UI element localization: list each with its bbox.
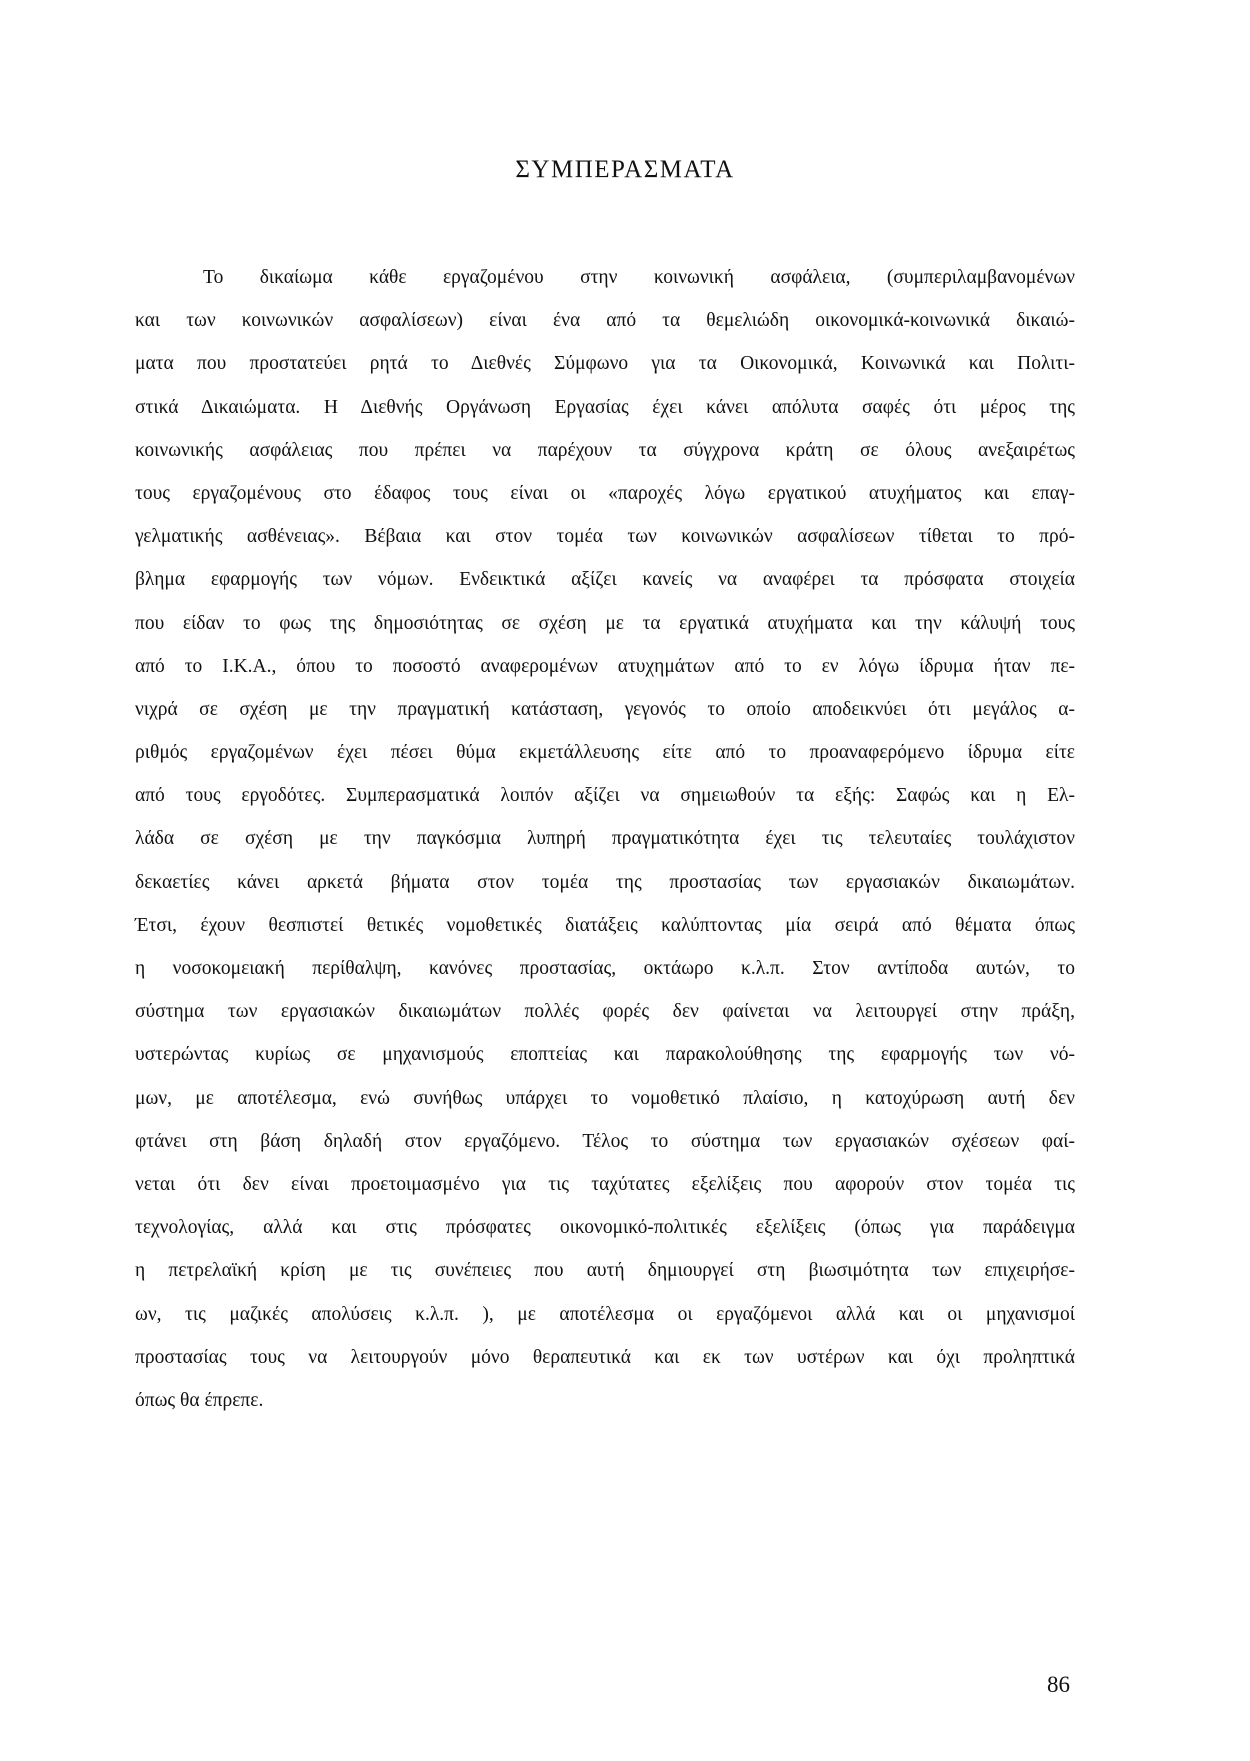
text-line: όπως θα έπρεπε. <box>135 1389 264 1411</box>
text-line: γελματικής ασθένειας». Βέβαια και στον τομέα των κοινωνικών ασφαλίσεων τίθεται το πρό- <box>135 526 1075 548</box>
text-line: και των κοινωνικών ασφαλίσεων) είναι ένα από τα θεμελιώδη οικονομικά-κοινωνικά δικαιώ- <box>135 310 1075 332</box>
page-title: ΣΥΜΠΕΡΑΣΜΑΤΑ <box>515 156 735 183</box>
text-line: η πετρελαϊκή κρίση με τις συνέπειες που αυτή δημιουργεί στη βιωσιμότητα των επιχειρήσε- <box>135 1260 1075 1282</box>
text-line: ματα που προστατεύει ρητά το Διεθνές Σύμφωνο για τα Οικονομικά, Κοινωνικά και Πολιτι- <box>135 353 1075 375</box>
text-line: Έτσι, έχουν θεσπιστεί θετικές νομοθετικές διατάξεις καλύπτοντας μία σειρά από θέματα όπως <box>135 914 1075 936</box>
text-line: τεχνολογίας, αλλά και στις πρόσφατες οικονομικό-πολιτικές εξελίξεις (όπως για παράδειγμα <box>135 1217 1075 1239</box>
text-line: προστασίας τους να λειτουργούν μόνο θεραπευτικά και εκ των υστέρων και όχι προληπτικά <box>135 1346 1075 1368</box>
text-line: νιχρά σε σχέση με την πραγματική κατάσταση, γεγονός το οποίο αποδεικνύει ότι μεγάλος α- <box>135 698 1075 720</box>
text-line: τους εργαζομένους στο έδαφος τους είναι οι «παροχές λόγω εργατικού ατυχήματος και επαγ- <box>135 482 1075 504</box>
text-line: από τους εργοδότες. Συμπερασματικά λοιπόν αξίζει να σημειωθούν τα εξής: Σαφώς και η Ελ- <box>135 785 1075 807</box>
text-line: βλημα εφαρμογής των νόμων. Ενδεικτικά αξίζει κανείς να αναφέρει τα πρόσφατα στοιχεία <box>135 569 1075 591</box>
text-line: φτάνει στη βάση δηλαδή στον εργαζόμενο. Τέλος το σύστημα των εργασιακών σχέσεων φαί- <box>135 1130 1075 1152</box>
text-line: κοινωνικής ασφάλειας που πρέπει να παρέχουν τα σύγχρονα κράτη σε όλους ανεξαιρέτως <box>135 439 1075 461</box>
text-line: λάδα σε σχέση με την παγκόσμια λυπηρή πραγματικότητα έχει τις τελευταίες τουλάχιστον <box>135 828 1075 850</box>
text-line: υστερώντας κυρίως σε μηχανισμούς εποπτείας και παρακολούθησης της εφαρμογής των νό- <box>135 1044 1075 1066</box>
text-line: ων, τις μαζικές απολύσεις κ.λ.π. ), με αποτέλεσμα οι εργαζόμενοι αλλά και οι μηχανισμοί <box>135 1303 1075 1325</box>
text-line: από το Ι.Κ.Α., όπου το ποσοστό αναφερομένων ατυχημάτων από το εν λόγω ίδρυμα ήταν πε- <box>135 655 1075 677</box>
text-line: που είδαν το φως της δημοσιότητας σε σχέση με τα εργατικά ατυχήματα και την κάλυψή τους <box>135 612 1075 634</box>
text-line: ριθμός εργαζομένων έχει πέσει θύμα εκμετάλλευσης είτε από το προαναφερόμενο ίδρυμα είτε <box>135 742 1075 764</box>
text-line: μων, με αποτέλεσμα, ενώ συνήθως υπάρχει το νομοθετικό πλαίσιο, η κατοχύρωση αυτή δεν <box>135 1087 1075 1109</box>
page-number: 86 <box>1047 1672 1070 1697</box>
text-line: στικά Δικαιώματα. Η Διεθνής Οργάνωση Εργασίας έχει κάνει απόλυτα σαφές ότι μέρος της <box>135 396 1075 418</box>
text-line: Το δικαίωμα κάθε εργαζομένου στην κοινωνική ασφάλεια, (συμπεριλαμβανομένων <box>203 267 1075 288</box>
body-paragraph <box>135 256 1075 1422</box>
text-line: η νοσοκομειακή περίθαλψη, κανόνες προστασίας, οκτάωρο κ.λ.π. Στον αντίποδα αυτών, το <box>135 958 1075 979</box>
text-line: δεκαετίες κάνει αρκετά βήματα στον τομέα της προστασίας των εργασιακών δικαιωμάτων. <box>135 871 1075 893</box>
text-line: νεται ότι δεν είναι προετοιμασμένο για τις ταχύτατες εξελίξεις που αφορούν στον τομέα τις <box>135 1173 1075 1195</box>
text-line: σύστημα των εργασιακών δικαιωμάτων πολλές φορές δεν φαίνεται να λειτουργεί στην πράξη, <box>135 1001 1075 1023</box>
